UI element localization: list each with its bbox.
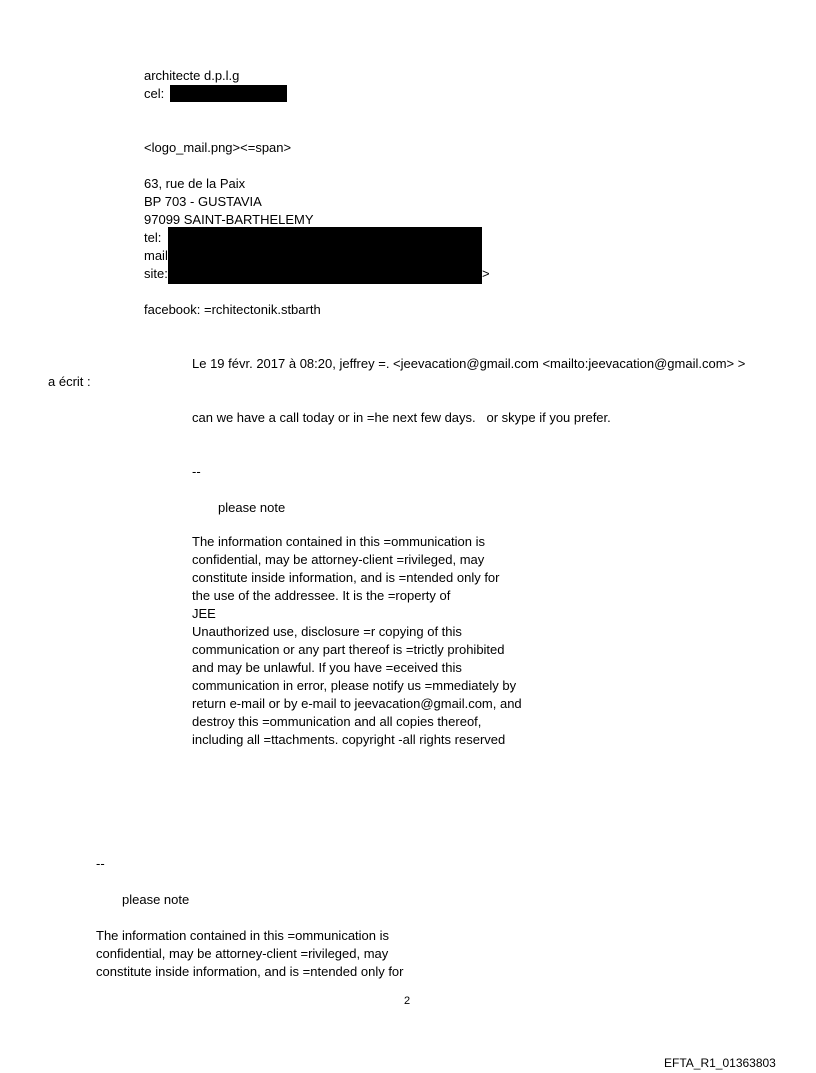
- quoted-disclaimer-line: constitute inside information, and is =ntended only for: [192, 570, 500, 585]
- quoted-disclaimer-line: Unauthorized use, disclosure =r copying of this: [192, 624, 462, 639]
- address-line-1: 63, rue de la Paix: [144, 176, 246, 191]
- quoted-disclaimer-line: The information contained in this =ommunication is: [192, 534, 486, 549]
- quoted-header: Le 19 févr. 2017 à 08:20, jeffrey =. <jeevacation@gmail.com <mailto:jeevacation@gmail.com> >: [192, 356, 746, 371]
- signature-title: architecte d.p.l.g: [144, 68, 240, 83]
- outer-disclaimer-line: constitute inside information, and is =ntended only for: [96, 964, 404, 979]
- address-line-3: 97099 SAINT-BARTHELEMY: [144, 212, 314, 227]
- quoted-disclaimer-line: and may be unlawful. If you have =eceived this: [192, 660, 462, 675]
- outer-disclaimer-line: confidential, may be attorney-client =rivileged, may: [96, 946, 389, 961]
- outer-note-heading: please note: [122, 892, 190, 907]
- quoted-disclaimer-line: including all =ttachments. copyright -all rights reserved: [192, 732, 506, 747]
- quoted-disclaimer-line: confidential, may be attorney-client =rivileged, may: [192, 552, 485, 567]
- outer-separator: --: [96, 856, 105, 871]
- quoted-disclaimer-line: return e-mail or by e-mail to jeevacation@gmail.com, and: [192, 696, 522, 711]
- page-number: 2: [404, 995, 411, 1007]
- quoted-disclaimer-line: communication in error, please notify us =mmediately by: [192, 678, 517, 693]
- quoted-disclaimer-line: communication or any part thereof is =trictly prohibited: [192, 642, 505, 657]
- facebook-line: facebook: =rchitectonik.stbarth: [144, 302, 321, 317]
- cel-label: cel:: [144, 86, 165, 101]
- redaction-contact-block: [168, 227, 482, 284]
- outer-disclaimer-line: The information contained in this =ommunication is: [96, 928, 390, 943]
- logo-placeholder: <logo_mail.png><=span>: [144, 140, 292, 155]
- mail-label: mail: [144, 248, 168, 263]
- redaction-cel: [170, 85, 287, 102]
- quoted-note-heading: please note: [218, 500, 286, 515]
- site-label: site:: [144, 266, 168, 281]
- quoted-separator: --: [192, 464, 201, 479]
- tel-label: tel:: [144, 230, 162, 245]
- quoted-message: can we have a call today or in =he next few days. or skype if you prefer.: [192, 410, 611, 425]
- site-end: >: [482, 266, 490, 281]
- quoted-disclaimer-line: the use of the addressee. It is the =roperty of: [192, 588, 451, 603]
- footer-document-id: EFTA_R1_01363803: [664, 1056, 776, 1070]
- quoted-disclaimer-line: JEE: [192, 606, 216, 621]
- quoted-disclaimer-line: destroy this =ommunication and all copies thereof,: [192, 714, 482, 729]
- quoted-ecrit: a écrit :: [48, 374, 91, 389]
- address-line-2: BP 703 - GUSTAVIA: [144, 194, 262, 209]
